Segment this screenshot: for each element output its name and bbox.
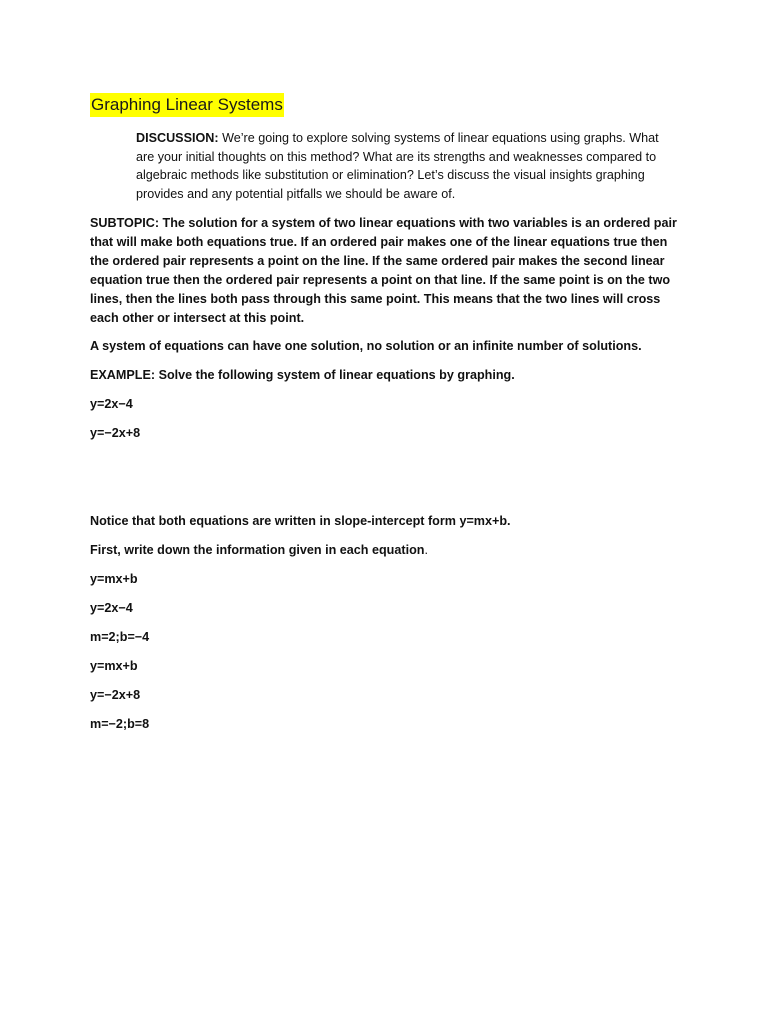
page-title: Graphing Linear Systems bbox=[90, 93, 284, 117]
discussion-label: DISCUSSION: bbox=[136, 131, 219, 145]
notice-paragraph: Notice that both equations are written in slope-intercept form y=mx+b. bbox=[90, 514, 511, 528]
subtopic-paragraph: SUBTOPIC: The solution for a system of two linear equations with two variables is an ordered pair that will make both equations true. If an ordered pair makes one of the linear equations true then the ordered pair represents a point on the line. If the same ordered pair makes the second linear equation true then the ordered pair represents a point on that line. If the same point is on the two lines, then the lines both pass through this same point. This means that the two lines will cross each other or intersect at this point. bbox=[90, 216, 677, 325]
first-step-paragraph bbox=[90, 541, 680, 560]
info-form-2: y=mx+b bbox=[90, 659, 138, 673]
discussion-paragraph bbox=[136, 129, 676, 203]
info-equation-1: y=2x−4 bbox=[90, 601, 133, 615]
first-step-text: First, write down the information given in each equation bbox=[90, 543, 425, 557]
info-params-1: m=2;b=−4 bbox=[90, 630, 150, 644]
info-params-2: m=−2;b=8 bbox=[90, 717, 150, 731]
solutions-note: A system of equations can have one solution, no solution or an infinite number of solutions. bbox=[90, 339, 642, 353]
first-step-period: . bbox=[424, 543, 428, 557]
info-equation-2: y=−2x+8 bbox=[90, 688, 141, 702]
discussion-text: We’re going to explore solving systems of linear equations using graphs. What are your initial thoughts on this method? What are its strengths and weaknesses compared to algebraic methods like substitution or elimination? Let’s discuss the visual insights graphing provides and any potential pitfalls we should be aware of. bbox=[136, 131, 659, 201]
example-heading: EXAMPLE: Solve the following system of linear equations by graphing. bbox=[90, 368, 515, 382]
system-equation-1: y=2x−4 bbox=[90, 397, 133, 411]
system-equation-2: y=−2x+8 bbox=[90, 426, 141, 440]
info-form-1: y=mx+b bbox=[90, 572, 138, 586]
